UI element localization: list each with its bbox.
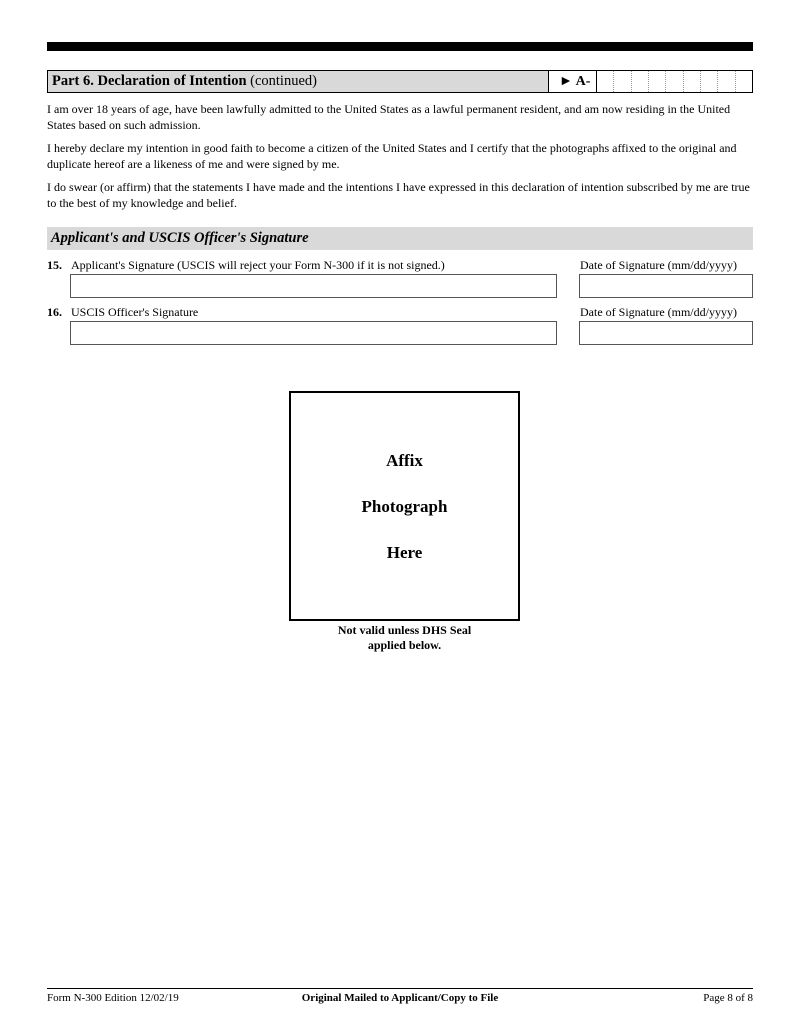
- applicant-signature-date-field[interactable]: [579, 274, 753, 298]
- photo-line-affix: Affix: [386, 451, 423, 470]
- applicant-signature-field[interactable]: [70, 274, 557, 298]
- a-number-digit[interactable]: [649, 71, 666, 92]
- item-15-number: 15.: [47, 258, 62, 272]
- photo-box: [289, 391, 520, 621]
- photo-line-photograph: Photograph: [361, 497, 448, 516]
- a-number-digit[interactable]: [718, 71, 735, 92]
- declaration-paragraph-2: I hereby declare my intention in good faith to become a citizen of the United States and I certify that the photographs affixed to the original and duplicate hereof are a likeness of me and were signed by me.: [47, 141, 737, 171]
- declaration-paragraph-3: I do swear (or affirm) that the statements I have made and the intentions I have expressed in this declaration of intention subscribed by me are true to the best of my knowledge and belief.: [47, 180, 750, 210]
- item-16-label: USCIS Officer's Signature: [71, 305, 199, 319]
- a-number-digit[interactable]: [701, 71, 718, 92]
- part-header: [47, 70, 549, 93]
- footer-form-edition: Form N-300 Edition 12/02/19: [47, 992, 179, 1004]
- a-number-digit[interactable]: [666, 71, 683, 92]
- photo-note-line-2: applied below.: [367, 638, 442, 652]
- item-15-date-label: Date of Signature (mm/dd/yyyy): [580, 258, 737, 272]
- declaration-paragraph-1: I am over 18 years of age, have been lawfully admitted to the United States as a lawful permanent resident, and am now residing in the United States based on such admission.: [47, 102, 731, 132]
- top-rule: [47, 42, 753, 51]
- part-title-suffix: (continued): [246, 73, 317, 89]
- a-number-label: ► A-: [559, 74, 591, 89]
- photo-note-line-1: Not valid unless DHS Seal: [337, 623, 472, 637]
- officer-signature-field[interactable]: [70, 321, 557, 345]
- a-number-field: [549, 70, 753, 93]
- footer-page-number: Page 8 of 8: [703, 992, 753, 1004]
- a-number-digit[interactable]: [614, 71, 631, 92]
- a-number-digit[interactable]: [632, 71, 649, 92]
- part-title: Part 6. Declaration of Intention: [52, 73, 247, 89]
- a-number-cells[interactable]: [596, 71, 752, 92]
- footer-copy-note: Original Mailed to Applicant/Copy to File: [301, 992, 499, 1004]
- a-number-digit[interactable]: [684, 71, 701, 92]
- photo-line-here: Here: [386, 543, 423, 562]
- signature-section-title: Applicant's and USCIS Officer's Signature: [47, 227, 753, 250]
- officer-signature-date-field[interactable]: [579, 321, 753, 345]
- item-15-label: Applicant's Signature (USCIS will reject your Form N-300 if it is not signed.): [71, 258, 445, 272]
- a-number-digit[interactable]: [597, 71, 614, 92]
- item-16-number: 16.: [47, 305, 62, 319]
- a-number-digit[interactable]: [736, 71, 752, 92]
- footer-rule: [47, 988, 753, 989]
- item-16-date-label: Date of Signature (mm/dd/yyyy): [580, 305, 737, 319]
